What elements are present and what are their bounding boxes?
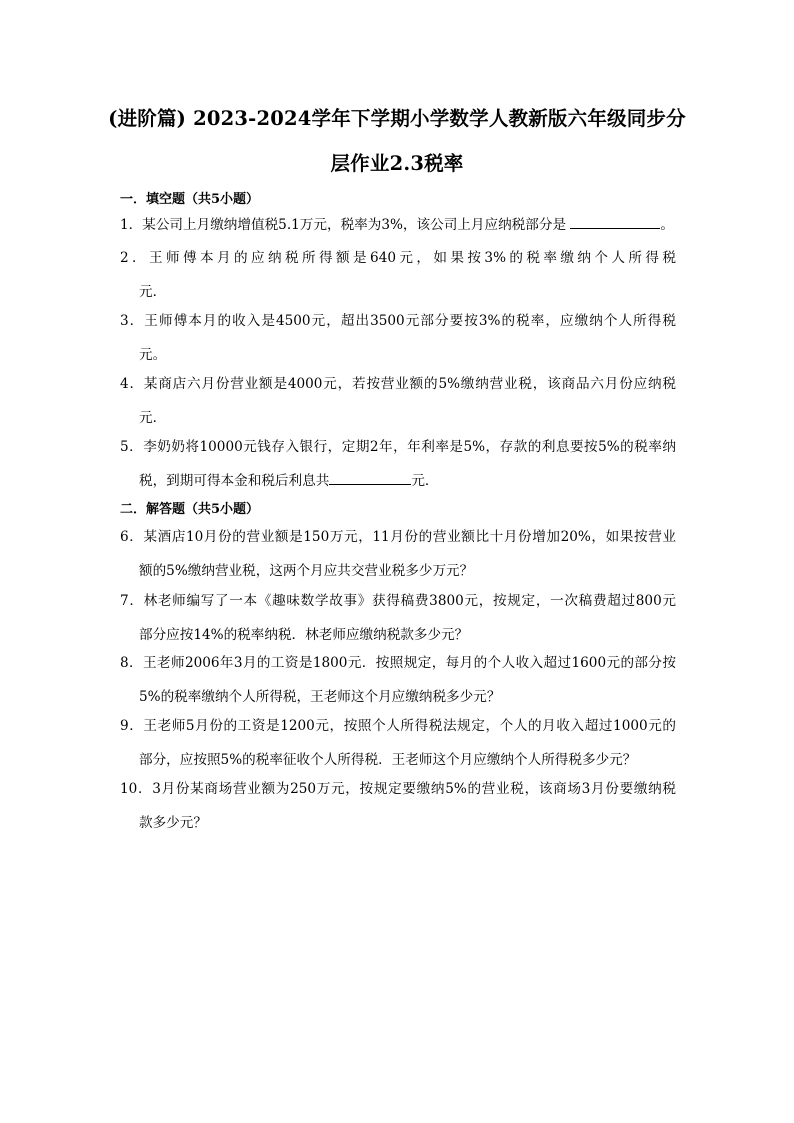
question-6	[120, 520, 676, 588]
document-title-line-2: 层作业2.3税率	[330, 152, 464, 175]
question-9	[120, 709, 676, 777]
question-4-line-2: 元．	[139, 410, 167, 426]
question-4-line-1: 4．某商店六月份营业额是4000元，若按营业额的5%缴纳营业税，该商品六月份应纳税	[120, 376, 676, 392]
question-9-line-2: 部分，应按照5%的税率征收个人所得税．王老师这个月应缴纳个人所得税多少元？	[139, 752, 637, 768]
question-5-line-2: 税，到期可得本金和税后利息共 元．	[120, 464, 676, 498]
question-10	[120, 772, 676, 840]
question-10-line-2: 款多少元？	[139, 815, 207, 831]
question-2	[120, 241, 676, 309]
question-5	[120, 430, 676, 498]
question-9-line-1: 9．王老师5月份的工资是1200元，按照个人所得税法规定，个人的月收入超过1000元的	[120, 718, 676, 734]
question-2-line-1: 2．王师傅本月的应纳税所得额是640元，如果按3%的税率缴纳个人所得税	[120, 250, 676, 266]
question-8-line-1: 8．王老师2006年3月的工资是1800元．按照规定，每月的个人收入超过1600元的部分按	[120, 655, 676, 671]
question-7-line-2: 部分应按14%的税率纳税．林老师应缴纳税款多少元？	[139, 627, 469, 643]
section-heading-solve: 二．解答题（共5小题）	[120, 502, 260, 517]
answer-blank	[570, 213, 660, 229]
question-4	[120, 367, 676, 435]
document-title-line-1: (进阶篇) 2023-2024学年下学期小学数学人教新版六年级同步分	[108, 107, 686, 130]
question-10-line-1: 10．3月份某商场营业额为250万元，按规定要缴纳5%的营业税，该商场3月份要缴纳税	[120, 781, 676, 797]
answer-blank	[329, 469, 411, 485]
section-heading-fill-in: 一．填空题（共5小题）	[120, 192, 260, 207]
question-6-line-2: 额的5%缴纳营业税，这两个月应共交营业税多少万元？	[139, 563, 474, 579]
question-5-line-1: 5．李奶奶将10000元钱存入银行，定期2年，年利率是5%，存款的利息要按5%的税率纳	[120, 439, 676, 455]
question-6-line-1: 6．某酒店10月份的营业额是150万元，11月份的营业额比十月份增加20%，如果按营业	[120, 529, 676, 545]
question-1-text: 1．某公司上月缴纳增值税5.1万元，税率为3%，该公司上月应纳税部分是 。	[120, 208, 676, 242]
question-2-line-2: 元．	[139, 284, 167, 300]
question-3-line-1: 3．王师傅本月的收入是4500元，超出3500元部分要按3%的税率，应缴纳个人所得税	[120, 313, 676, 329]
question-8	[120, 646, 676, 714]
question-7-line-1: 7．林老师编写了一本《趣味数学故事》获得稿费3800元，按规定，一次稿费超过800元	[120, 593, 676, 609]
question-7	[120, 584, 676, 652]
question-8-line-2: 5%的税率缴纳个人所得税，王老师这个月应缴纳税多少元？	[139, 689, 501, 705]
question-3	[120, 304, 676, 372]
question-3-line-2: 元。	[139, 347, 167, 363]
question-1	[120, 208, 676, 242]
